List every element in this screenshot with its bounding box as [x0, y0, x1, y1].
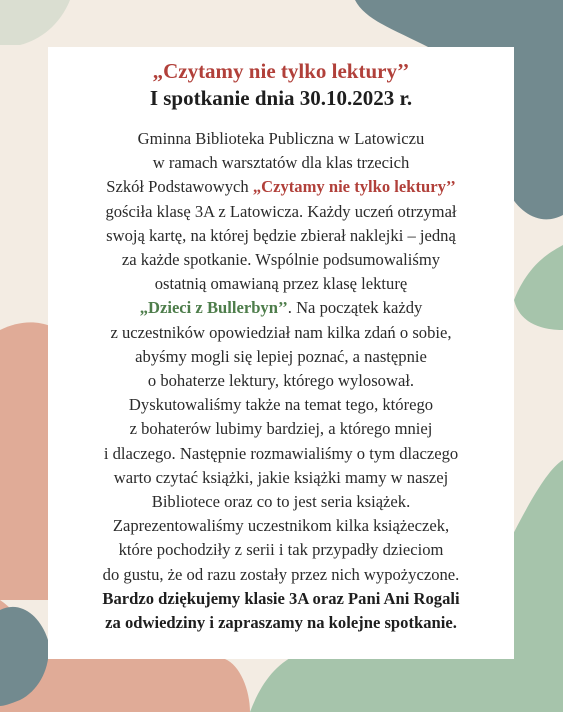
- text-line: warto czytać książki, jakie książki mamy w naszej: [113, 467, 449, 487]
- book-title: „Dzieci z Bullerbyn’’: [139, 298, 288, 318]
- event-subtitle: I spotkanie dnia 30.10.2023 r.: [149, 86, 413, 110]
- thanks-line: Bardzo dziękujemy klasie 3A oraz Pani Ani Rogali: [102, 588, 460, 608]
- text-line: które pochodziły z serii i tak przypadły dzieciom: [118, 540, 444, 560]
- program-name: „Czytamy nie tylko lektury’’: [252, 177, 456, 197]
- text-line: [48, 175, 514, 199]
- article-body: [48, 127, 514, 635]
- text-line: ostatnią omawianą przez klasę lekturę: [154, 274, 408, 294]
- text-line: Zaprezentowaliśmy uczestnikom kilka książeczek,: [112, 516, 450, 536]
- text-line: do gustu, że od razu zostały przez nich wypożyczone.: [102, 564, 460, 584]
- text-line: Bibliotece oraz co to jest seria książek.: [151, 492, 411, 512]
- text-segment: . Na początek każdy: [287, 298, 423, 318]
- event-title: „Czytamy nie tylko lektury’’: [152, 59, 410, 83]
- text-line: z bohaterów lubimy bardziej, a którego mniej: [129, 419, 433, 439]
- text-line: abyśmy mogli się lepiej poznać, a następnie: [135, 346, 427, 366]
- text-line: z uczestników opowiedział nam kilka zdań o sobie,: [110, 322, 452, 342]
- text-line: gościła klasę 3A z Latowicza. Każdy uczeń otrzymał: [105, 201, 457, 221]
- text-line: w ramach warsztatów dla klas trzecich: [152, 153, 410, 173]
- invitation-line: za odwiedziny i zapraszamy na kolejne spotkanie.: [105, 613, 457, 633]
- announcement-card: [48, 47, 514, 659]
- text-line: swoją kartę, na której będzie zbierał naklejki – jedną: [106, 225, 456, 245]
- text-line: za każde spotkanie. Wspólnie podsumowaliśmy: [121, 250, 441, 270]
- text-line: Dyskutowaliśmy także na temat tego, którego: [128, 395, 434, 415]
- text-line: i dlaczego. Następnie rozmawialiśmy o tym dlaczego: [103, 443, 459, 463]
- text-segment: Szkół Podstawowych: [106, 177, 253, 197]
- text-line: o bohaterze lektury, którego wylosował.: [147, 371, 415, 391]
- text-line: Gminna Biblioteka Publiczna w Latowiczu: [137, 129, 425, 148]
- text-line: [48, 296, 514, 320]
